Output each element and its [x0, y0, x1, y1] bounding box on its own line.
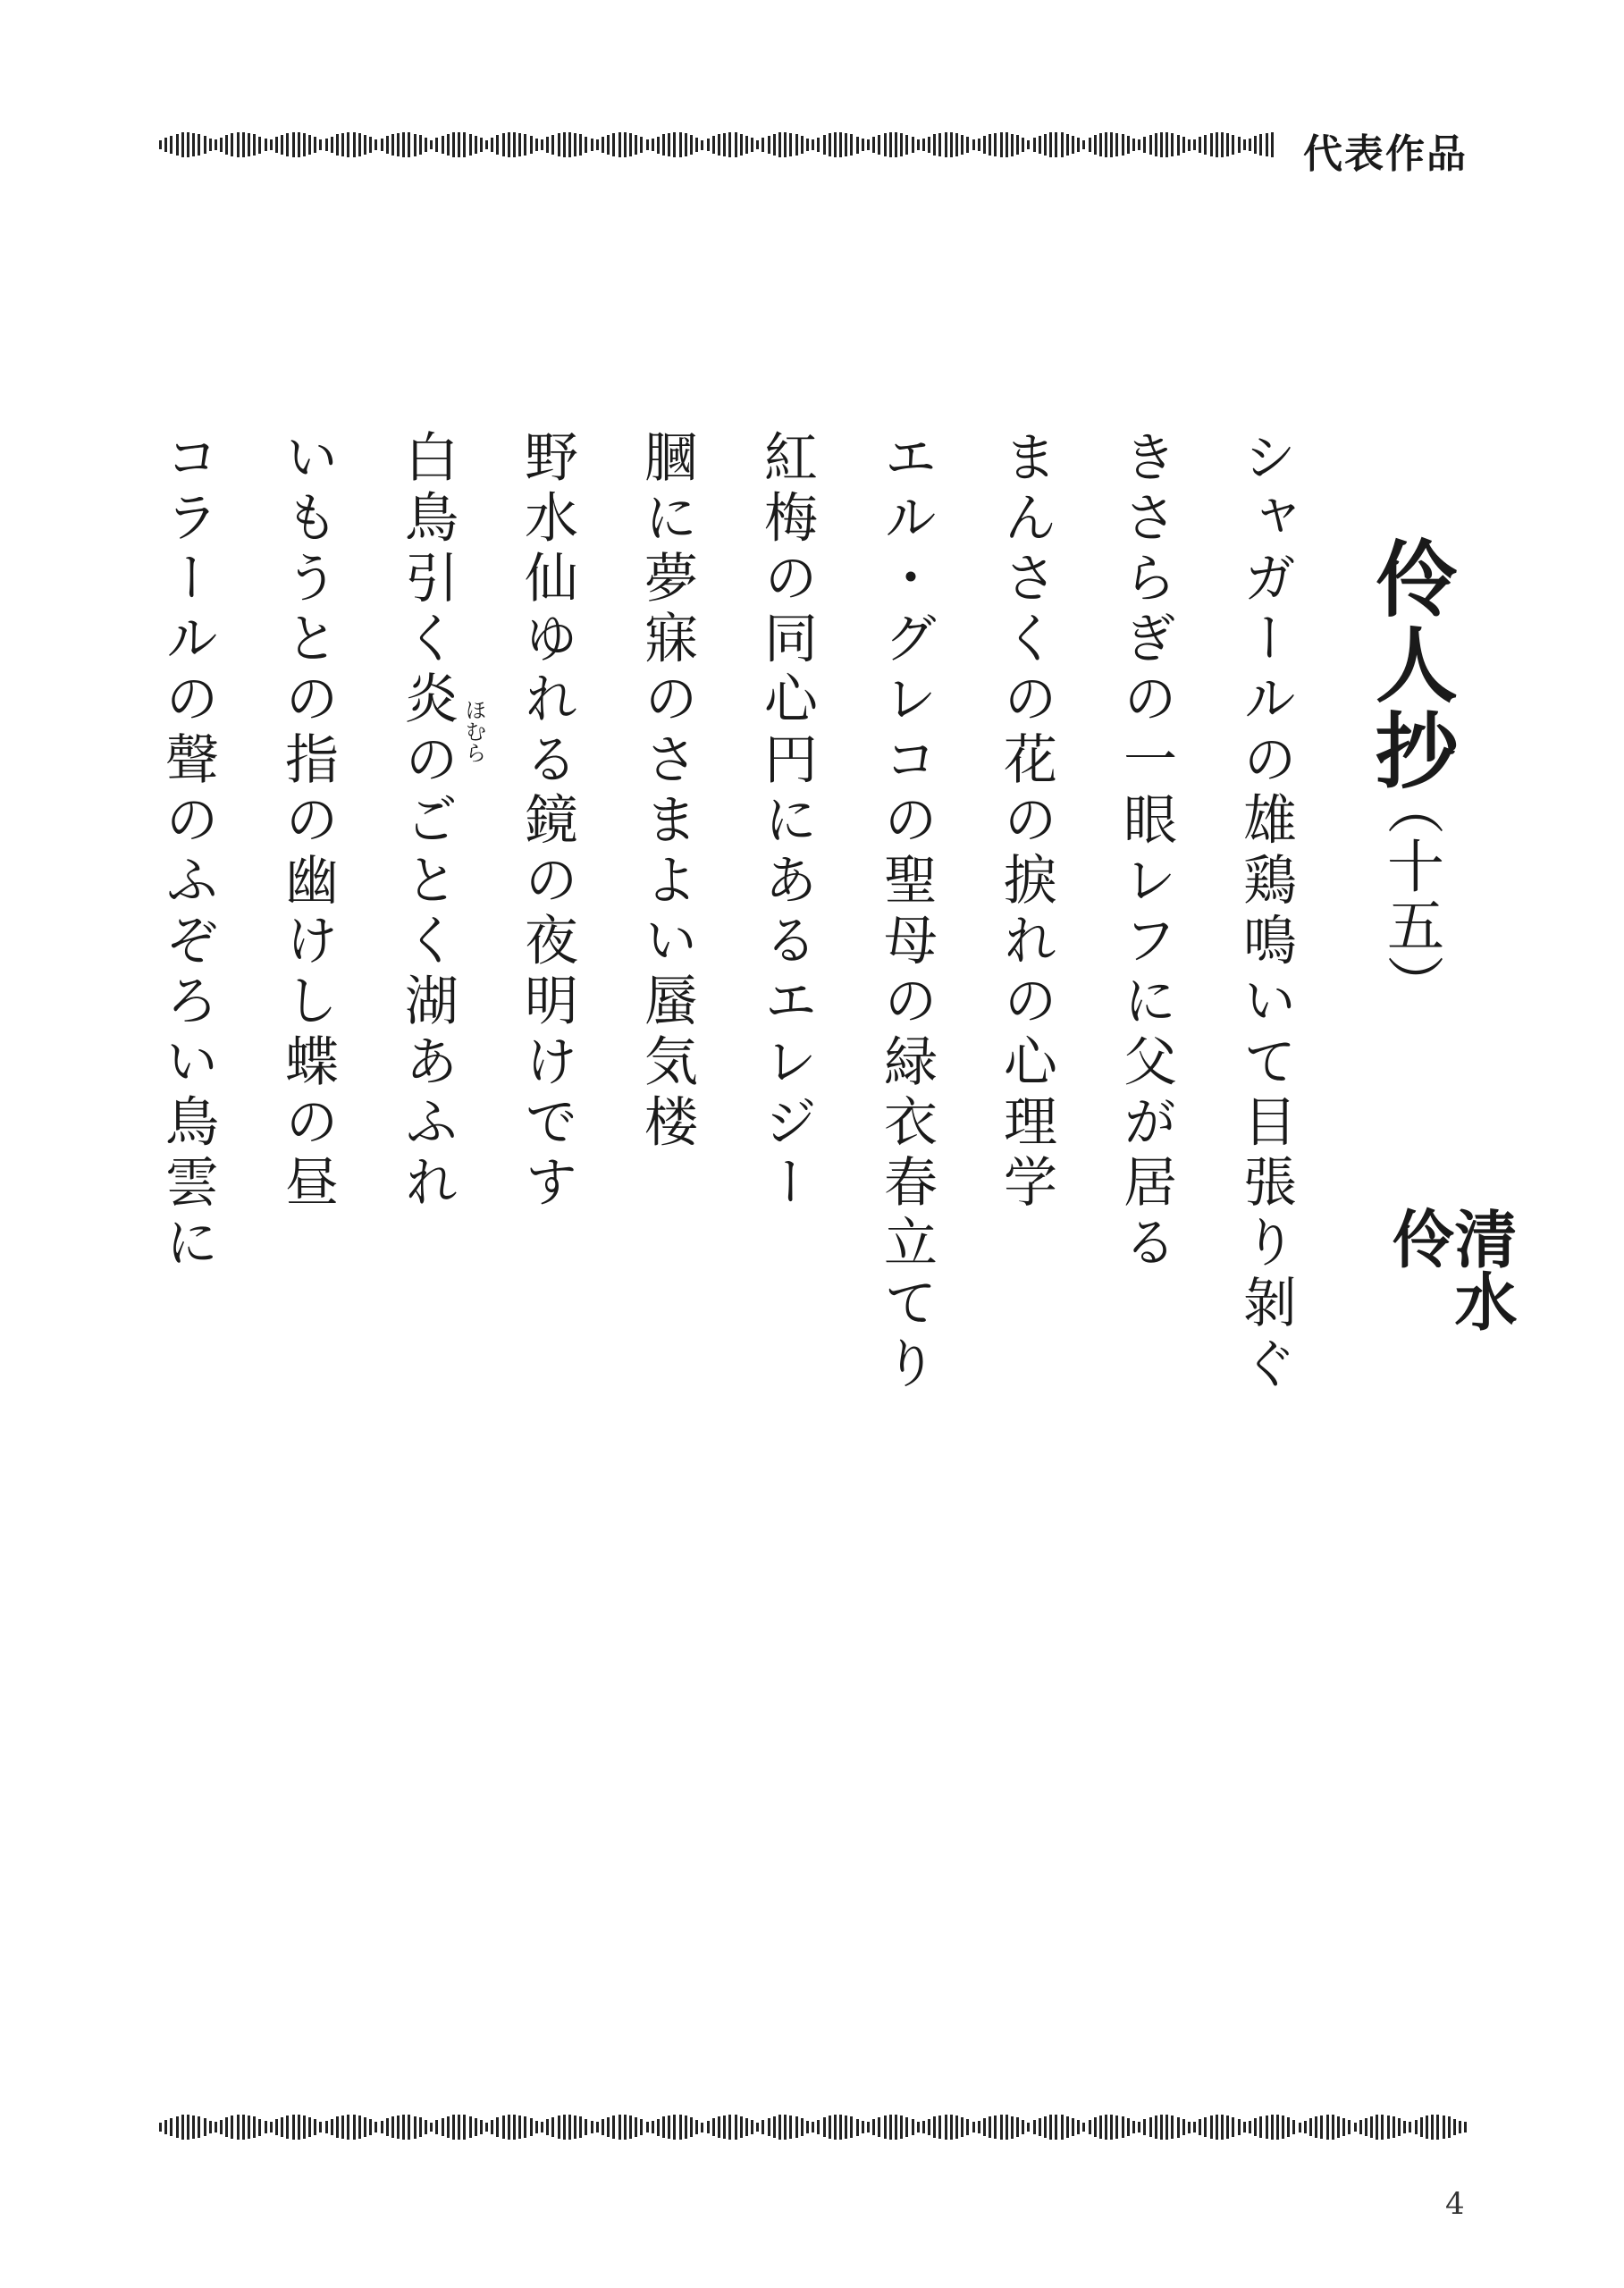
haiku-line: まんさくの花の捩れの心理学	[995, 429, 1057, 1215]
author-surname: 清水	[1444, 1207, 1519, 1332]
haiku-line: 野水仙ゆれる鏡の夜明けです	[516, 429, 578, 1215]
haiku-line: きさらぎの一眼レフに父が居る	[1115, 429, 1177, 1275]
top-ornament-rule	[159, 130, 1283, 159]
haiku-line: 白鳥引く炎のごとく湖あふれ	[396, 429, 459, 1215]
haiku-line: コラールの聲のふぞろい鳥雲に	[156, 429, 219, 1275]
haiku-line: いもうとの指の幽けし蝶の昼	[276, 429, 339, 1215]
haiku-line: 膕に夢寐のさまよい蜃気楼	[635, 429, 698, 1155]
haiku-line: エル・グレコの聖母の緑衣春立てり	[875, 429, 938, 1396]
furigana-reading: ほむら	[461, 699, 486, 763]
work-number: （十五）	[1377, 778, 1443, 1014]
author-given-name: 伶	[1382, 1207, 1456, 1269]
page-number: 4	[1445, 2186, 1465, 2222]
section-label: 代表作品	[1303, 131, 1468, 177]
haiku-line: 紅梅の同心円にあるエレジー	[755, 429, 818, 1215]
bottom-ornament-rule	[159, 2113, 1477, 2141]
haiku-line: シャガールの雄鶏鳴いて目張り剝ぐ	[1234, 429, 1297, 1396]
author-name	[1382, 1207, 1519, 1366]
work-title: 伶人抄	[1362, 536, 1459, 794]
